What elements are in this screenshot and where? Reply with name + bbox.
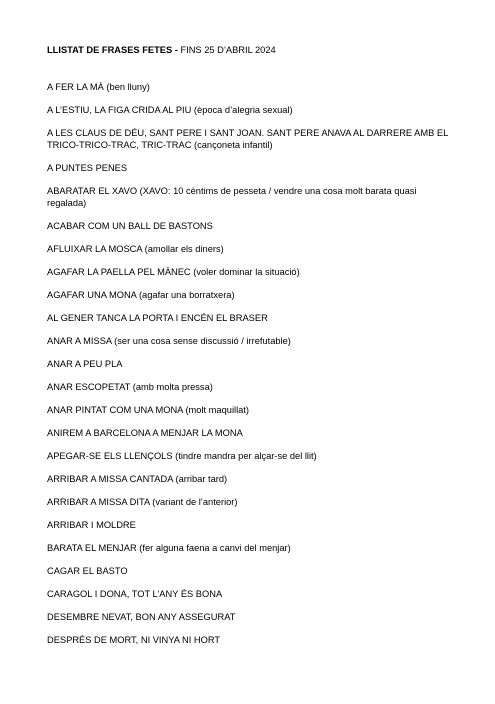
phrase-note: (amb molta pressa) [130, 382, 213, 392]
list-item [47, 358, 457, 370]
phrase-text: AL GENER TANCA LA PORTA I ENCÉN EL BRASER [47, 313, 268, 323]
phrase-note: (variant de l’anterior) [149, 497, 238, 507]
phrase-note: (època d’alegria sexual) [191, 105, 293, 115]
phrase-text: ABARATAR EL XAVO [47, 186, 138, 196]
list-item [47, 404, 457, 416]
list-item [47, 450, 457, 462]
phrase-note: (arribar tard) [172, 474, 228, 484]
phrase-text: ARRIBAR A MISSA CANTADA [47, 474, 173, 484]
phrase-note: (XAVO: 10 cèntims de pesseta / vendre una cosa molt barata quasi regalada) [47, 186, 417, 208]
list-item [47, 611, 457, 623]
phrase-text: A L’ESTIU, LA FIGA CRIDA AL PIU [47, 105, 192, 115]
phrase-text: BARATA EL MENJAR [47, 543, 137, 553]
phrase-text: AFLUIXAR LA MOSCA [47, 244, 143, 254]
phrase-text: ANIREM A BARCELONA A MENJAR LA MONA [47, 428, 243, 438]
list-item [47, 519, 457, 531]
phrase-text: ANAR PINTAT COM UNA MONA [47, 405, 183, 415]
phrase-note: (molt maquillat) [182, 405, 249, 415]
phrase-note: (voler dominar la situació) [190, 267, 300, 277]
phrase-text: CARAGOL I DONA, TOT L’ANY ÉS BONA [47, 589, 223, 599]
phrase-note: (tindre mandra per alçar-se del llit) [172, 451, 317, 461]
phrase-text: ANAR A MISSA [47, 336, 112, 346]
list-item [47, 496, 457, 508]
phrase-note: (agafar una borratxera) [136, 290, 235, 300]
phrase-text: DESPRÉS DE MORT, NI VINYA NI HORT [47, 635, 221, 645]
phrase-note: (cançoneta infantil) [191, 140, 273, 150]
list-item [47, 220, 457, 232]
phrase-note: (ben lluny) [103, 82, 150, 92]
list-item [47, 127, 457, 151]
list-item [47, 162, 457, 174]
phrase-text: CAGAR EL BASTO [47, 566, 128, 576]
phrase-text: APEGAR-SE ELS LLENÇOLS [47, 451, 173, 461]
list-item [47, 335, 457, 347]
list-item [47, 312, 457, 324]
list-item [47, 185, 457, 209]
list-item [47, 634, 457, 646]
phrase-note: (fer alguna faena a canvi del menjar) [136, 543, 291, 553]
phrase-text: AGAFAR UNA MONA [47, 290, 137, 300]
list-item [47, 381, 457, 393]
list-item [47, 542, 457, 554]
phrase-text: A LES CLAUS DE DÉU, SANT PERE I SANT JOAN. SANT PERE ANAVA AL DARRERE AMB EL TRICO-TRICO-TRAC, TRIC-TRAC [47, 128, 448, 150]
list-item [47, 289, 457, 301]
document-title [47, 45, 276, 55]
phrase-text: A FER LA MÀ [47, 82, 104, 92]
phrase-text: ACABAR COM UN BALL DE BASTONS [47, 221, 213, 231]
phrase-note: (amollar els diners) [142, 244, 224, 254]
list-item [47, 104, 457, 116]
phrase-list [47, 81, 457, 657]
phrase-text: AGAFAR LA PAELLA PEL MÀNEC [47, 267, 191, 277]
phrase-text: ANAR ESCOPETAT [47, 382, 131, 392]
phrase-text: ARRIBAR I MOLDRE [47, 520, 136, 530]
title-bold-part: LLISTAT DE FRASES FETES - [47, 45, 178, 55]
phrase-text: ANAR A PEU PLA [47, 359, 123, 369]
list-item [47, 266, 457, 278]
phrase-text: ARRIBAR A MISSA DITA [47, 497, 150, 507]
list-item [47, 243, 457, 255]
phrase-text: DESEMBRE NEVAT, BON ANY ASSEGURAT [47, 612, 236, 622]
list-item [47, 427, 457, 439]
list-item [47, 473, 457, 485]
list-item [47, 588, 457, 600]
phrase-note: (ser una cosa sense discussió / irrefutable) [111, 336, 291, 346]
list-item [47, 81, 457, 93]
list-item [47, 565, 457, 577]
phrase-text: A PUNTES PENES [47, 163, 128, 173]
title-date-part: FINS 25 D’ABRIL 2024 [177, 45, 276, 55]
